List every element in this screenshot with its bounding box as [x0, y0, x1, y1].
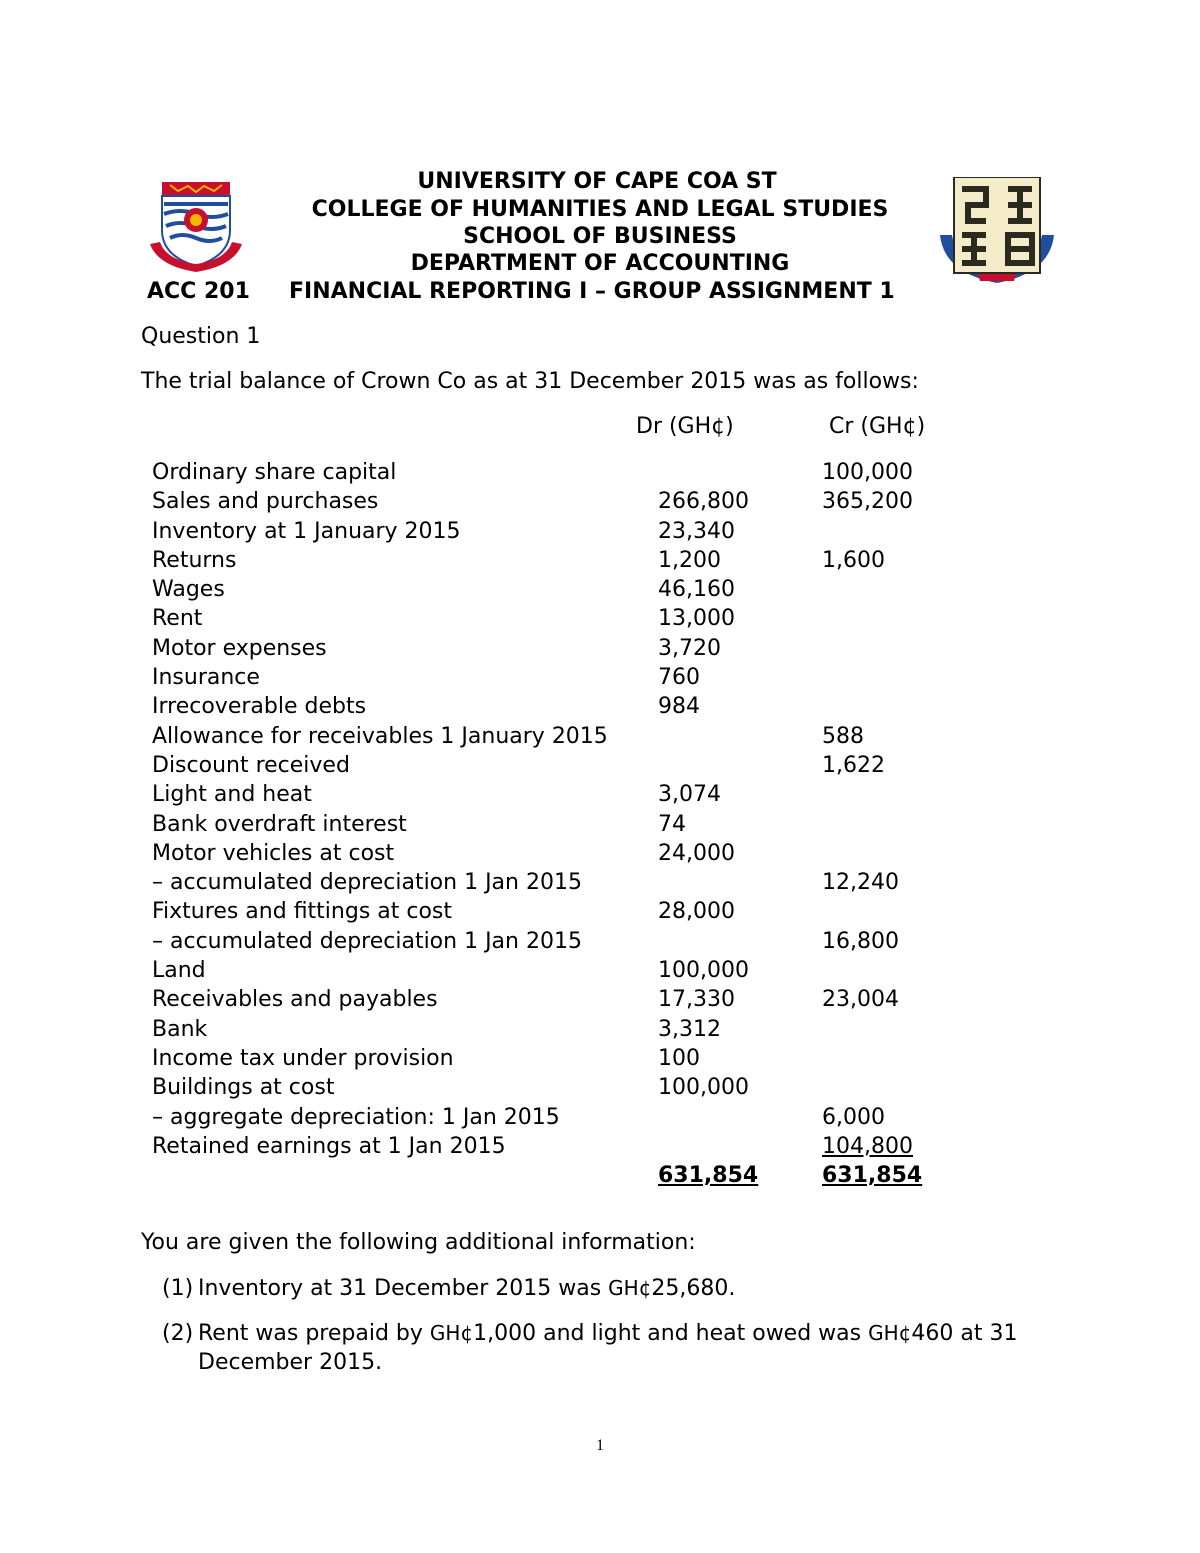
- account-name: Rent: [152, 606, 203, 632]
- account-name: Inventory at 1 January 2015: [152, 518, 461, 544]
- additional-info-intro: You are given the following additional information:: [141, 1230, 696, 1255]
- trial-balance-row: [152, 692, 952, 721]
- trial-balance-row: [152, 897, 952, 926]
- debit-amount: 17,330: [658, 987, 735, 1013]
- debit-amount: 266,800: [658, 489, 749, 515]
- account-name: Receivables and payables: [152, 987, 438, 1013]
- credit-amount: 6,000: [822, 1104, 885, 1130]
- account-name: – aggregate depreciation: 1 Jan 2015: [152, 1104, 560, 1130]
- debit-amount: 1,200: [658, 547, 721, 573]
- account-name: Motor expenses: [152, 635, 327, 661]
- question-label: Question 1: [141, 324, 261, 349]
- dr-column-header: Dr (GH¢): [636, 414, 734, 439]
- credit-amount: 365,200: [822, 489, 913, 515]
- account-name: Insurance: [152, 665, 260, 691]
- trial-balance-row: [152, 517, 952, 546]
- trial-balance-row: [152, 722, 952, 751]
- debit-amount: 28,000: [658, 899, 735, 925]
- trial-balance-row: [152, 487, 952, 516]
- credit-amount: 23,004: [822, 987, 899, 1013]
- debit-amount: 23,340: [658, 518, 735, 544]
- account-name: Land: [152, 958, 206, 984]
- credit-amount: 1,622: [822, 752, 885, 778]
- credit-amount: 588: [822, 723, 864, 749]
- trial-balance-row: [152, 663, 952, 692]
- trial-balance-row: [152, 634, 952, 663]
- school-name: SCHOOL OF BUSINESS: [463, 224, 737, 249]
- trial-balance-row: [152, 985, 952, 1014]
- trial-balance-row: [152, 839, 952, 868]
- credit-amount: 16,800: [822, 928, 899, 954]
- college-name: COLLEGE OF HUMANITIES AND LEGAL STUDIES: [311, 197, 889, 222]
- account-name: Ordinary share capital: [152, 460, 397, 485]
- university-name: UNIVERSITY OF CAPE COA ST: [417, 169, 777, 194]
- trial-balance-row: [152, 956, 952, 985]
- account-name: Irrecoverable debts: [152, 694, 367, 720]
- trial-balance-row: [152, 575, 952, 604]
- account-name: Allowance for receivables 1 January 2015: [152, 723, 608, 749]
- debit-amount: 100: [658, 1045, 700, 1071]
- item-number: (1): [162, 1276, 194, 1301]
- trial-balance-row: [152, 1015, 952, 1044]
- trial-balance-row: [152, 1132, 952, 1161]
- trial-balance-row: [152, 1103, 952, 1132]
- trial-balance-row: [152, 868, 952, 897]
- debit-amount: 760: [658, 665, 700, 691]
- page-number: 1: [596, 1437, 604, 1454]
- account-name: – accumulated depreciation 1 Jan 2015: [152, 870, 582, 896]
- debit-amount: 74: [658, 811, 686, 837]
- total-credit: 631,854: [822, 1163, 923, 1189]
- trial-balance-total-row: [152, 1161, 952, 1190]
- total-debit: 631,854: [658, 1163, 759, 1189]
- credit-amount: 12,240: [822, 870, 899, 896]
- trial-balance-row: [152, 927, 952, 956]
- item-number: (2): [162, 1321, 194, 1346]
- debit-amount: 984: [658, 694, 700, 720]
- credit-amount: 100,000: [822, 460, 913, 485]
- trial-balance-row: [152, 546, 952, 575]
- account-name: Motor vehicles at cost: [152, 840, 395, 866]
- credit-amount: 104,800: [822, 1133, 913, 1159]
- trial-balance-row: [152, 1073, 952, 1102]
- additional-info-item: (1) Inventory at 31 December 2015 was GH¢25,680.: [162, 1276, 736, 1301]
- course-code: ACC 201: [147, 279, 250, 304]
- additional-info-item: (2) Rent was prepaid by GH¢1,000 and light and heat owed was GH¢460 at 31 December 2015.: [162, 1321, 1018, 1375]
- account-name: Wages: [152, 577, 225, 603]
- account-name: Buildings at cost: [152, 1075, 335, 1101]
- course-title: FINANCIAL REPORTING I – GROUP ASSIGNMENT 1: [289, 279, 895, 304]
- debit-amount: 24,000: [658, 840, 735, 866]
- trial-balance-row: [152, 780, 952, 809]
- trial-balance-row: [152, 1044, 952, 1073]
- debit-amount: 46,160: [658, 577, 735, 603]
- trial-balance-row: [152, 604, 952, 633]
- account-name: Fixtures and fittings at cost: [152, 899, 453, 925]
- department-name: DEPARTMENT OF ACCOUNTING: [410, 251, 790, 276]
- trial-balance-row: [152, 810, 952, 839]
- debit-amount: 13,000: [658, 606, 735, 632]
- trial-balance-row: [152, 751, 952, 780]
- account-name: Discount received: [152, 752, 350, 778]
- debit-amount: 3,312: [658, 1016, 721, 1042]
- account-name: Retained earnings at 1 Jan 2015: [152, 1133, 506, 1159]
- account-name: – accumulated depreciation 1 Jan 2015: [152, 928, 582, 954]
- debit-amount: 100,000: [658, 958, 749, 984]
- debit-amount: 3,074: [658, 782, 721, 808]
- course-title-line: [147, 278, 895, 305]
- credit-amount: 1,600: [822, 547, 885, 573]
- debit-amount: 3,720: [658, 635, 721, 661]
- account-name: Income tax under provision: [152, 1045, 454, 1071]
- trial-balance-table: [152, 458, 952, 1190]
- account-name: Returns: [152, 547, 237, 573]
- question-intro: The trial balance of Crown Co as at 31 December 2015 was as follows:: [141, 369, 919, 394]
- account-name: Sales and purchases: [152, 489, 379, 515]
- account-name: Bank overdraft interest: [152, 811, 407, 837]
- cr-column-header: Cr (GH¢): [829, 414, 926, 439]
- debit-amount: 100,000: [658, 1075, 749, 1101]
- trial-balance-row: [152, 458, 952, 487]
- account-name: Light and heat: [152, 782, 312, 808]
- account-name: Bank: [152, 1016, 208, 1042]
